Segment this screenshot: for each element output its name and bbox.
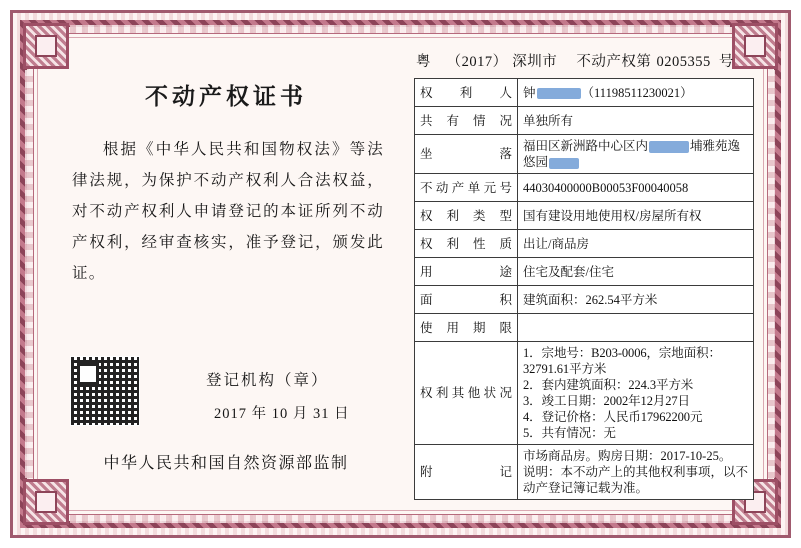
cert-city: 深圳市 <box>512 54 558 70</box>
row-key-term: 使用期限 <box>415 314 518 342</box>
other-status-item-1: 1．宗地号：B203-0006，宗地面积：32791.61平方米 <box>523 346 721 376</box>
table-row-right-type <box>415 202 754 230</box>
row-value-owner: 钟 （11198511230021） <box>518 79 754 107</box>
table-row-ownership <box>415 107 754 135</box>
redaction-mark <box>649 141 689 153</box>
row-key-remarks: 附 记 <box>415 445 518 500</box>
row-value-right-type: 国有建设用地使用权/房屋所有权 <box>518 202 754 230</box>
other-status-item-3: 3．竣工日期：2002年12月27日 <box>523 394 690 408</box>
table-row-unit-number <box>415 174 754 202</box>
row-key-right-nature: 权利性质 <box>415 230 518 258</box>
redaction-mark <box>549 158 579 169</box>
property-info-table <box>414 78 754 500</box>
row-key-other-status: 权利其他状况 <box>415 342 518 445</box>
cert-year: （2017） <box>446 54 508 70</box>
row-key-usage: 用 途 <box>415 258 518 286</box>
remarks-line-1: 市场商品房。购房日期：2017-10-25。 <box>523 449 732 463</box>
row-value-remarks <box>518 445 754 500</box>
table-row-location <box>415 135 754 174</box>
left-panel <box>46 46 406 502</box>
issue-date: 2017 年 10 月 31 日 <box>214 406 350 422</box>
other-status-item-4: 4．登记价格：人民币17962200元 <box>523 410 703 424</box>
certificate-number-line <box>416 50 756 71</box>
certificate-statement-text: 根据《中华人民共和国物权法》等法律法规，为保护不动产权利人合法权益，对不动产权利人申请登记的本证所列不动产权利，经审查核实，准予登记，颁发此证。 <box>72 141 384 282</box>
cert-number-label: 不动产权第 <box>576 54 652 70</box>
qr-code-icon <box>70 356 140 426</box>
row-value-unit-number: 44030400000B00053F00040058 <box>518 174 754 202</box>
row-key-right-type: 权利类型 <box>415 202 518 230</box>
other-status-item-5: 5．共有情况：无 <box>523 426 616 440</box>
table-row-owner <box>415 79 754 107</box>
table-row-term <box>415 314 754 342</box>
row-value-ownership: 单独所有 <box>518 107 754 135</box>
page-title: 不动产权证书 <box>145 84 307 109</box>
cert-number-value: 0205355 <box>656 54 711 70</box>
row-key-owner: 权利人 <box>415 79 518 107</box>
ministry-supervision-label: 中华人民共和国自然资源部监制 <box>103 455 349 472</box>
row-value-usage: 住宅及配套/住宅 <box>518 258 754 286</box>
cert-number-unit: 号 <box>718 54 734 70</box>
row-value-location: 福田区新洲路中心区内 埔雅苑逸悠园 <box>518 135 754 174</box>
table-row-area <box>415 286 754 314</box>
table-row-right-nature <box>415 230 754 258</box>
row-value-right-nature: 出让/商品房 <box>518 230 754 258</box>
row-key-ownership: 共有情况 <box>415 107 518 135</box>
redaction-mark <box>537 88 581 99</box>
table-row-usage <box>415 258 754 286</box>
row-key-location: 坐 落 <box>415 135 518 174</box>
table-row-other-status <box>415 342 754 445</box>
other-status-item-2: 2．套内建筑面积：224.3平方米 <box>523 378 694 392</box>
row-key-area: 面 积 <box>415 286 518 314</box>
row-value-other-status <box>518 342 754 445</box>
row-key-unit-number: 不动产单元号 <box>415 174 518 202</box>
cert-province: 粤 <box>416 54 431 70</box>
remarks-line-2: 说明：本不动产上的其他权利事项，以不动产登记簿记载为准。 <box>523 465 749 495</box>
issuing-authority-label: 登记机构（章） <box>206 372 329 389</box>
right-panel <box>410 46 762 502</box>
certificate-statement <box>72 134 384 289</box>
table-row-remarks <box>415 445 754 500</box>
row-value-area: 建筑面积：262.54平方米 <box>518 286 754 314</box>
row-value-term <box>518 314 754 342</box>
